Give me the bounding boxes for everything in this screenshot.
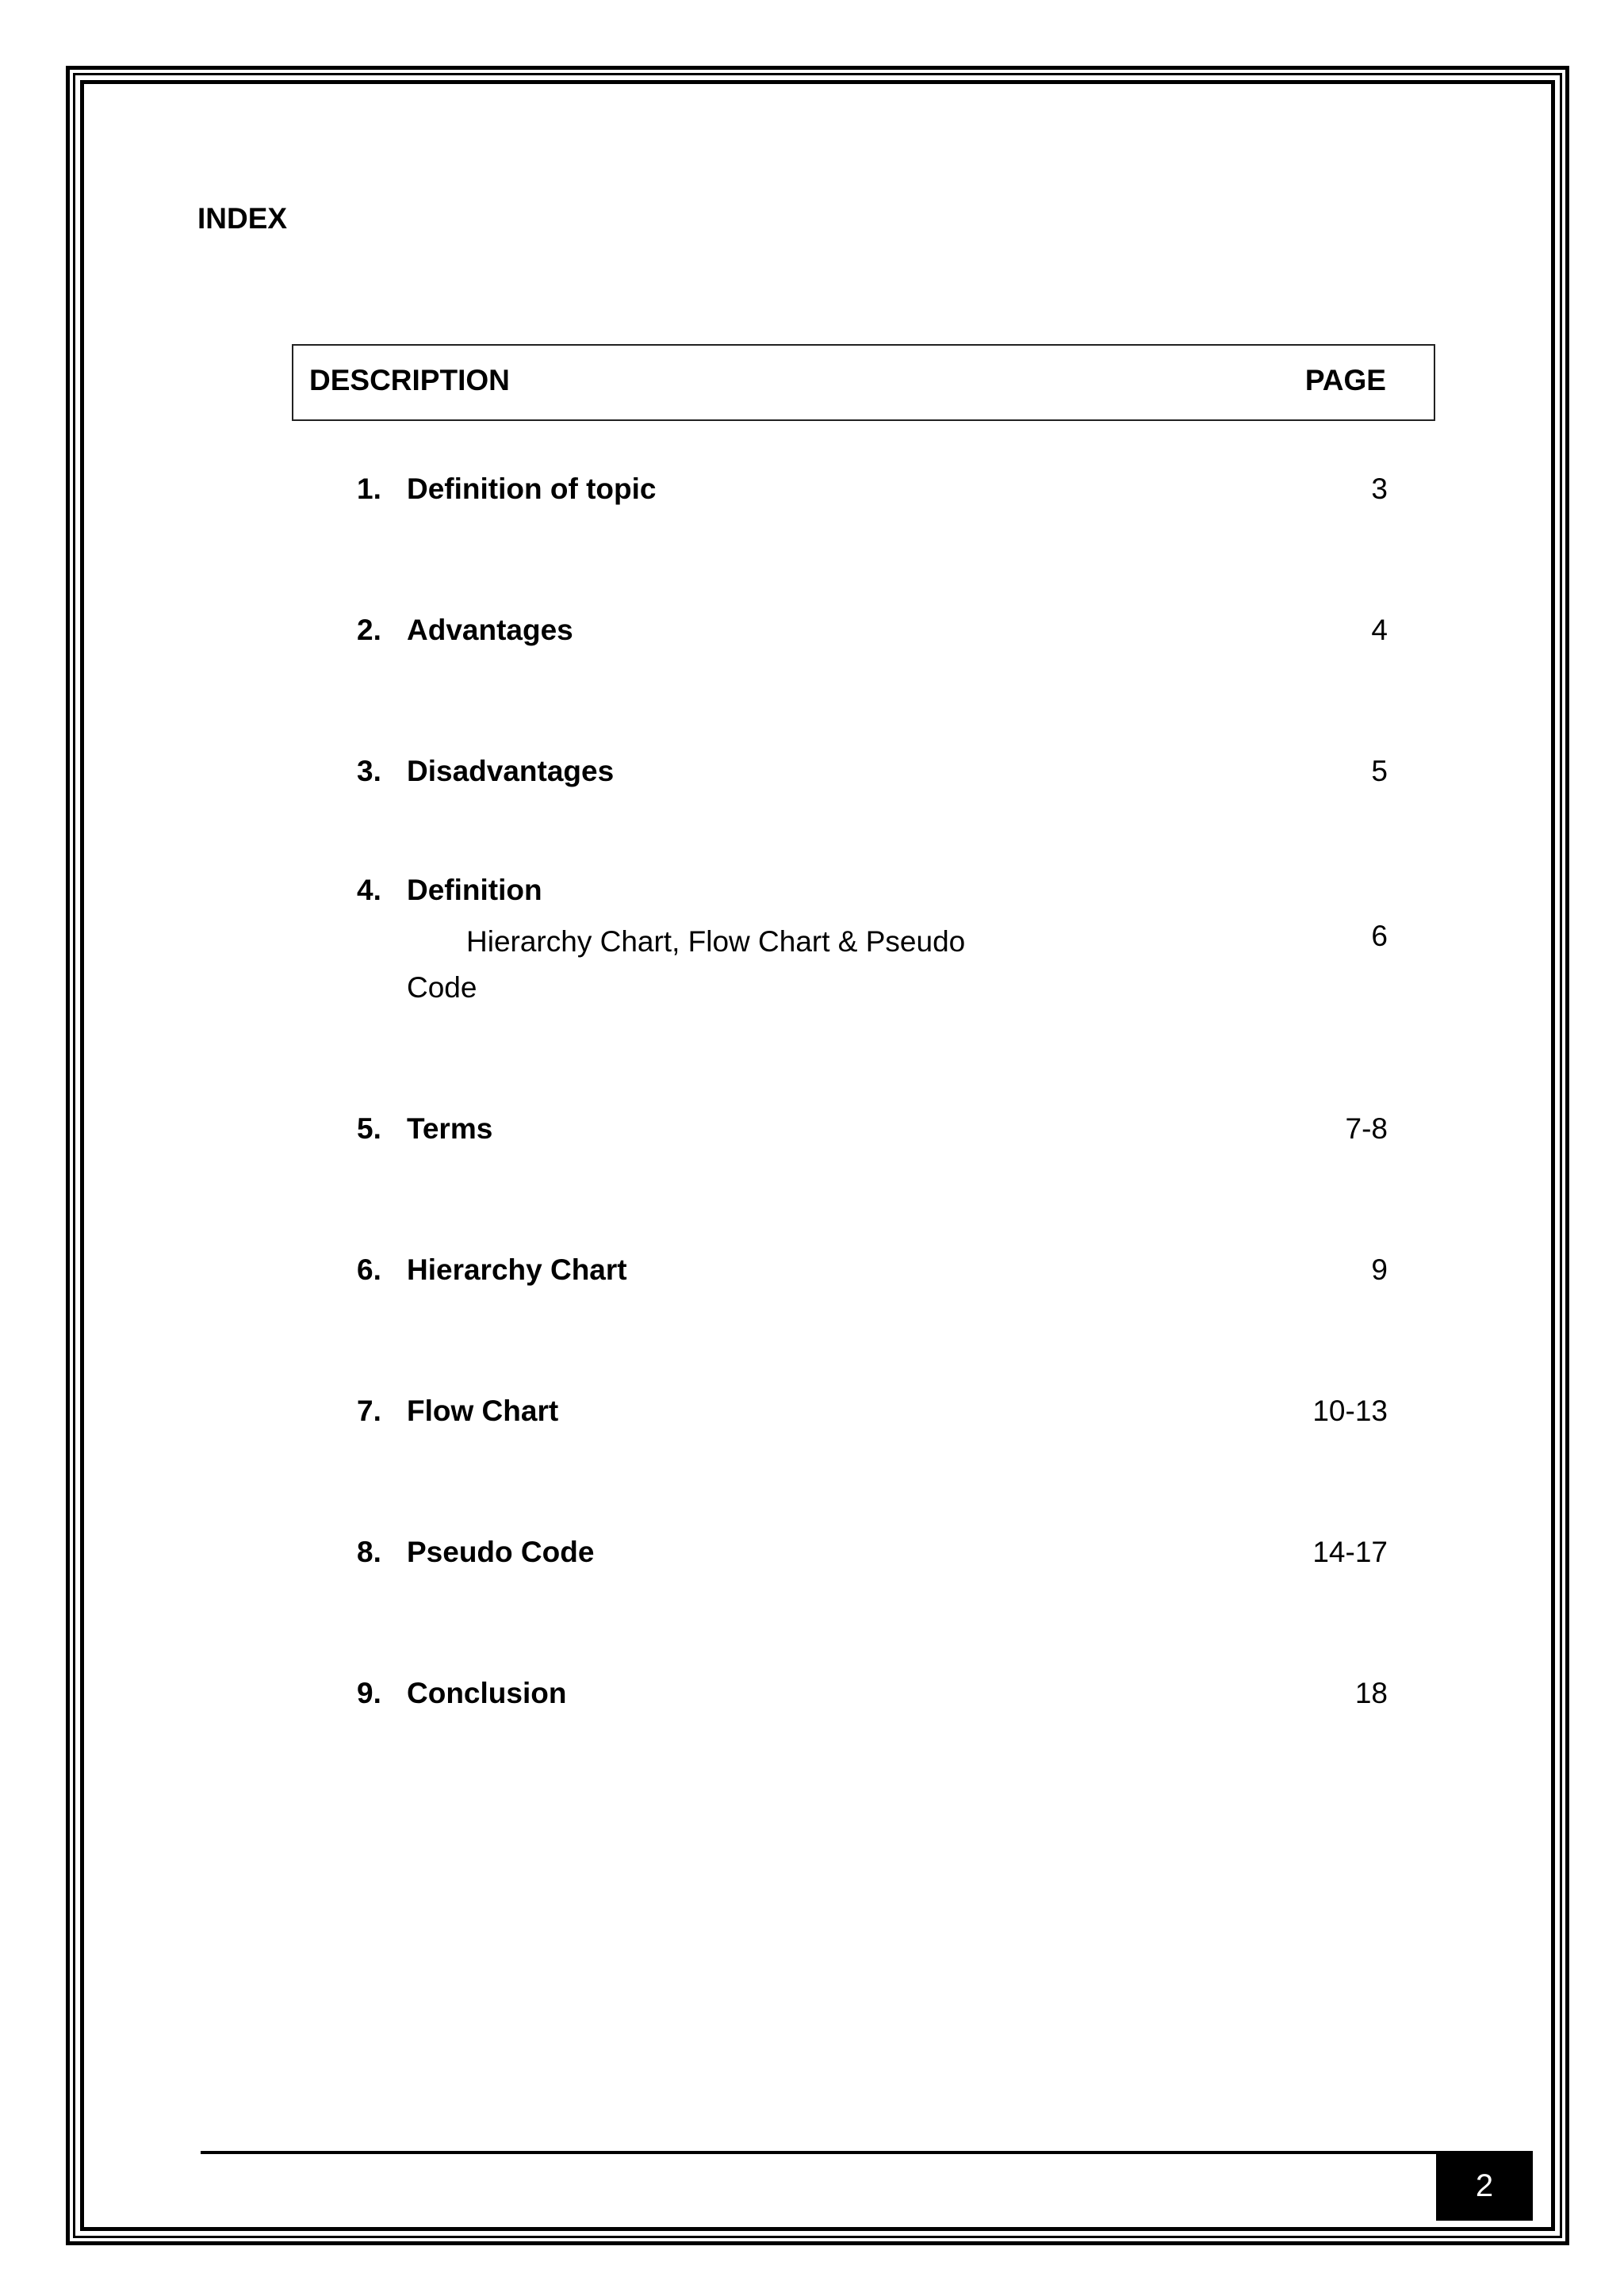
entry-number: 6. xyxy=(357,1253,381,1286)
entry-number: 4. xyxy=(357,874,381,906)
page-title: INDEX xyxy=(197,202,288,235)
entry-label: Hierarchy Chart xyxy=(407,1253,627,1286)
entry-page: 10-13 xyxy=(1312,1395,1388,1427)
entry-page: 7-8 xyxy=(1345,1112,1388,1145)
entry-label: Pseudo Code xyxy=(407,1536,595,1568)
entry-page: 3 xyxy=(1371,473,1388,505)
entry-number: 1. xyxy=(357,473,381,505)
index-entry-9 xyxy=(357,1676,1388,1724)
page-number: 2 xyxy=(1436,2151,1533,2221)
index-entry-6 xyxy=(357,1253,1388,1300)
entry-number: 7. xyxy=(357,1395,381,1427)
index-entry-7 xyxy=(357,1394,1388,1441)
index-entry-4 xyxy=(357,873,1388,1016)
index-entry-3 xyxy=(357,754,1388,802)
footer-rule xyxy=(201,2151,1436,2154)
entry-page: 9 xyxy=(1371,1253,1388,1286)
entry-page: 18 xyxy=(1354,1677,1388,1709)
entry-label: Disadvantages xyxy=(407,755,615,787)
entry-number: 3. xyxy=(357,755,381,787)
entry-page: 6 xyxy=(1371,920,1388,952)
header-description: DESCRIPTION xyxy=(309,364,510,396)
table-header xyxy=(292,344,1435,421)
entry-label: Definition xyxy=(407,874,542,906)
entry-number: 8. xyxy=(357,1536,381,1568)
entry-subtext: Hierarchy Chart, Flow Chart & Pseudo Code xyxy=(407,925,966,1004)
entry-page: 14-17 xyxy=(1312,1536,1388,1568)
index-entry-8 xyxy=(357,1535,1388,1582)
entry-label: Definition of topic xyxy=(407,473,657,505)
entry-label: Advantages xyxy=(407,614,573,646)
index-entry-1 xyxy=(357,472,1388,519)
entry-number: 2. xyxy=(357,614,381,646)
index-entry-2 xyxy=(357,613,1388,660)
entry-page: 5 xyxy=(1371,755,1388,787)
entry-label: Conclusion xyxy=(407,1677,567,1709)
entry-label: Flow Chart xyxy=(407,1395,559,1427)
entry-label: Terms xyxy=(407,1112,493,1145)
entry-number: 9. xyxy=(357,1677,381,1709)
index-entry-5 xyxy=(357,1112,1388,1159)
entry-page: 4 xyxy=(1371,614,1388,646)
entry-number: 5. xyxy=(357,1112,381,1145)
header-page: PAGE xyxy=(1304,364,1386,396)
